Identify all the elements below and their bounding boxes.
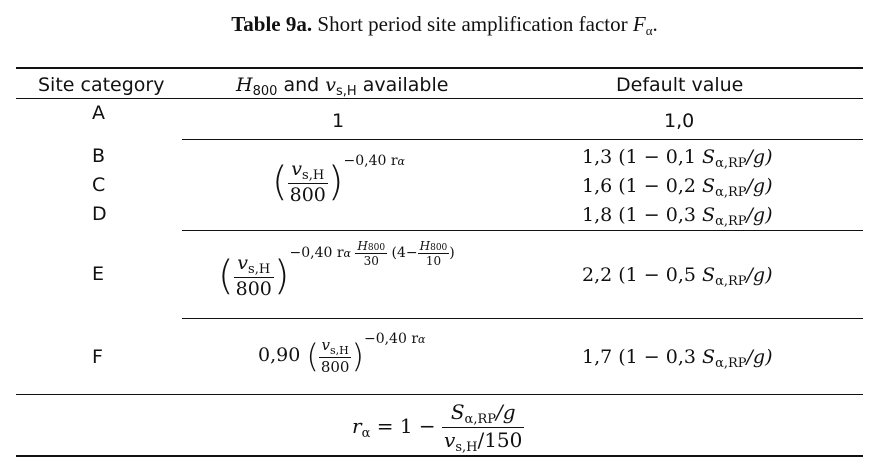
row-rule-f xyxy=(16,394,863,395)
table-caption: Short period site amplification factor xyxy=(317,12,628,36)
header-v: v xyxy=(325,74,336,96)
symbol-F-sub: α xyxy=(645,23,653,38)
formula-F: 0,90 ( $\frac{v_{s,H}}{800}$ )$^{-0,40 r\alpha}$ xyxy=(258,331,426,376)
formula-BCD xyxy=(272,153,405,206)
header-H-sub: 800 xyxy=(252,84,278,99)
category-C: C xyxy=(92,174,106,196)
row-rule-e xyxy=(182,318,863,319)
paren-close: ) xyxy=(327,159,344,205)
default-A: 1,0 xyxy=(664,110,695,132)
table-title xyxy=(0,12,889,39)
default-F: 1,7 (1 − 0,3 $S_{\alpha,RP}/g$) xyxy=(582,346,773,371)
header-and: and xyxy=(277,74,326,96)
category-E: E xyxy=(92,263,105,285)
default-B: 1,3 (1 − 0,1 $S_{\alpha,RP}/g$) xyxy=(582,146,773,171)
default-E: 2,2 (1 − 0,5 $S_{\alpha,RP}/g$) xyxy=(582,264,773,289)
row-rule-a xyxy=(182,139,863,140)
footer-fraction: $\frac{S_{\alpha,RP}/g}{v_{s,H}/150}$ xyxy=(444,400,523,455)
footer-formula: $r_\alpha = 1$ − $\frac{S_{\alpha,RP}/g}{v_{s,H}/150}$ xyxy=(352,400,523,455)
header-col3-text: Default value xyxy=(616,74,744,96)
header-default-value xyxy=(616,74,743,96)
exponent-E: −0,40 rα H800 30 (4− H800 10 ) xyxy=(289,238,455,268)
exponent-F: −0,40 rα xyxy=(363,331,426,347)
fraction-vs-800: $\frac{v_{s,H}}{800}$ xyxy=(289,158,326,206)
formula-A: 1 xyxy=(332,110,345,132)
symbol-F: F xyxy=(632,12,646,36)
table-label: Table 9a. xyxy=(231,12,313,36)
paren-open: ( xyxy=(272,159,288,205)
header-formula xyxy=(236,74,448,99)
header-v-sub: s,H xyxy=(335,84,357,99)
fraction-vs-800-E: $\frac{v_{s,H}}{800}$ xyxy=(235,252,272,300)
top-rule xyxy=(16,67,863,69)
bottom-rule xyxy=(16,455,863,457)
header-col1-text: Site category xyxy=(38,74,165,96)
category-B: B xyxy=(92,145,106,167)
exponent-BCD: −0,40 rα xyxy=(343,153,405,169)
header-H: H xyxy=(236,74,253,96)
header-site-category xyxy=(38,74,165,96)
category-A: A xyxy=(92,102,105,124)
category-F: F xyxy=(92,346,103,368)
category-D: D xyxy=(92,203,107,225)
title-end: . xyxy=(652,12,658,36)
default-D: 1,8 (1 − 0,3 $S_{\alpha,RP}/g$) xyxy=(582,204,773,229)
default-C: 1,6 (1 − 0,2 $S_{\alpha,RP}/g$) xyxy=(582,175,773,200)
formula-E: ( $\frac{v_{s,H}}{800}$ )$^{-0,40 r\alpha \frac{H800}{30} (4- \frac{H800}{10} )}$ xyxy=(218,238,455,300)
header-available: available xyxy=(356,74,449,96)
row-rule-d xyxy=(182,230,863,231)
